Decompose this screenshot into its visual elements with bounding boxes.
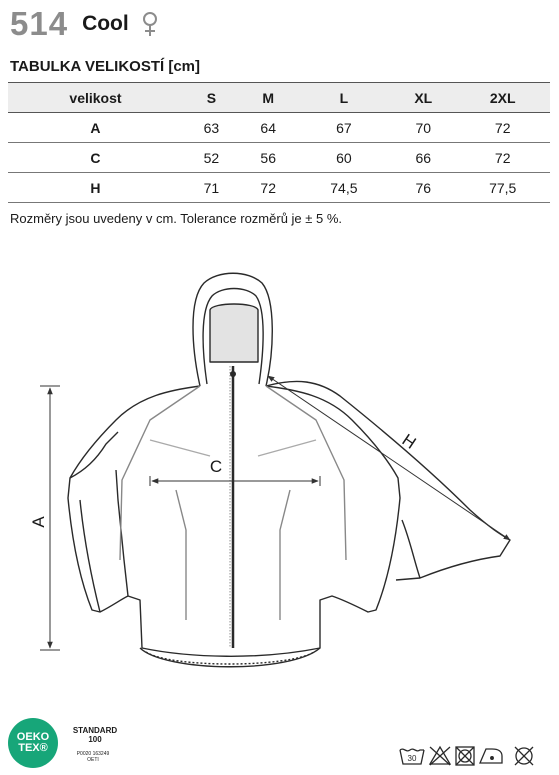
oeko-certificate (68, 751, 118, 763)
column-header: L (297, 83, 392, 113)
row-label: A (8, 113, 183, 143)
product-header (10, 4, 159, 44)
table-row (8, 173, 550, 203)
oeko-logo-line2: TEX® (18, 742, 48, 754)
size-table-header-row (8, 83, 550, 113)
jacket-measurement-diagram (0, 262, 559, 682)
jacket-outline (68, 273, 510, 667)
dimension-c (150, 457, 320, 486)
dimension-a (29, 386, 60, 650)
dimension-a-label: A (29, 516, 48, 528)
oeko-standard (70, 726, 120, 744)
table-cell: 60 (297, 143, 392, 173)
table-cell: 72 (240, 173, 297, 203)
column-header: velikost (8, 83, 183, 113)
table-cell: 63 (183, 113, 240, 143)
no-dry-clean-icon (515, 747, 533, 765)
table-cell: 52 (183, 143, 240, 173)
oeko-cert-number: P0020 163249 (76, 751, 110, 757)
table-row (8, 113, 550, 143)
size-table (8, 82, 550, 203)
table-cell: 64 (240, 113, 297, 143)
dimension-h-label: H (398, 430, 420, 453)
no-bleach-icon (430, 747, 450, 765)
table-row (8, 143, 550, 173)
no-tumble-dry-icon (456, 747, 474, 765)
table-cell: 74,5 (297, 173, 392, 203)
female-symbol-icon (141, 11, 159, 37)
table-cell: 56 (240, 143, 297, 173)
oeko-institute: OETI (87, 757, 99, 763)
table-cell: 72 (455, 113, 550, 143)
product-code: 514 (10, 5, 69, 42)
table-cell: 72 (455, 143, 550, 173)
oeko-logo-line1: OEKO (16, 731, 50, 743)
row-label: C (8, 143, 183, 173)
oeko-standard-label: STANDARD (72, 726, 118, 735)
tolerance-note: Rozměry jsou uvedeny v cm. Tolerance rozměrů je ± 5 %. (10, 211, 343, 226)
dimension-c-label: C (209, 457, 223, 476)
product-name: Cool (82, 12, 129, 35)
care-symbols (398, 744, 548, 768)
table-cell: 67 (297, 113, 392, 143)
wash-30-icon (400, 749, 424, 764)
table-cell: 66 (391, 143, 455, 173)
oeko-tex-logo (8, 718, 58, 768)
table-cell: 77,5 (455, 173, 550, 203)
table-cell: 70 (391, 113, 455, 143)
oeko-tex-certification (8, 718, 138, 768)
column-header: 2XL (455, 83, 550, 113)
table-cell: 71 (183, 173, 240, 203)
iron-low-icon (480, 749, 502, 763)
row-label: H (8, 173, 183, 203)
column-header: M (240, 83, 297, 113)
column-header: S (183, 83, 240, 113)
column-header: XL (391, 83, 455, 113)
oeko-standard-number: 100 (88, 735, 102, 744)
size-table-title: TABULKA VELIKOSTÍ [cm] (10, 58, 200, 75)
wash-temp-label: 30 (407, 754, 417, 763)
table-cell: 76 (391, 173, 455, 203)
dimension-h (268, 376, 510, 540)
